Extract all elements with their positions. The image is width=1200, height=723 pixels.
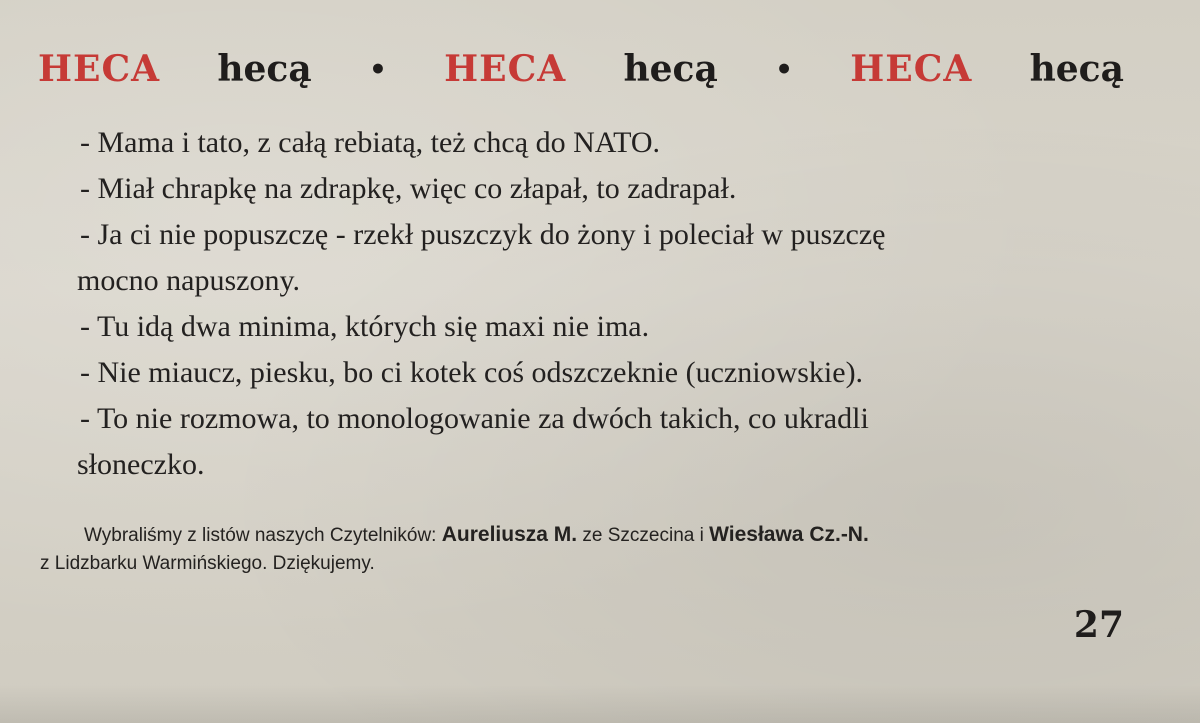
joke-line-continuation: słoneczko. bbox=[77, 448, 205, 481]
header-heca-2: HECA bbox=[444, 48, 567, 90]
joke-line: - Nie miaucz, piesku, bo ci kotek coś odszczeknie (uczniowskie). bbox=[80, 356, 864, 389]
header-heca-lower-2: hecą bbox=[623, 48, 718, 90]
credits-name-2: Wiesława Cz.-N. bbox=[709, 523, 869, 546]
credits-mid: ze Szczecina i bbox=[577, 525, 710, 546]
joke-line: - Mama i tato, z całą rebiatą, też chcą do NATO. bbox=[80, 126, 661, 159]
reader-credits bbox=[40, 521, 1130, 578]
credits-intro: Wybraliśmy z listów naszych Czytelników: bbox=[84, 525, 442, 546]
section-header bbox=[38, 44, 1124, 94]
header-heca-1: HECA bbox=[38, 48, 161, 90]
header-heca-3: HECA bbox=[850, 48, 973, 90]
credits-name-1: Aureliusza M. bbox=[441, 523, 578, 546]
joke-line: - Miał chrapkę na zdrapkę, więc co złapał, to zadrapał. bbox=[80, 172, 737, 205]
joke-line: - Tu idą dwa minima, których się maxi nie ima. bbox=[80, 310, 650, 343]
header-heca-lower-3: hecą bbox=[1029, 48, 1124, 90]
jokes-list bbox=[77, 120, 1120, 488]
joke-line-continuation: mocno napuszony. bbox=[77, 264, 301, 297]
credits-line-2: z Lidzbarku Warmińskiego. Dziękujemy. bbox=[40, 553, 375, 574]
header-bullet-1: • bbox=[368, 52, 387, 86]
page-shadow bbox=[0, 685, 1200, 723]
joke-line: - To nie rozmowa, to monologowanie za dwóch takich, co ukradli bbox=[80, 402, 869, 435]
header-bullet-2: • bbox=[775, 52, 793, 86]
header-heca-lower-1: hecą bbox=[217, 48, 312, 90]
joke-line: - Ja ci nie popuszczę - rzekł puszczyk do żony i poleciał w puszczę bbox=[80, 218, 886, 251]
credits-line-1 bbox=[40, 521, 1130, 550]
page-number: 27 bbox=[1073, 604, 1124, 646]
